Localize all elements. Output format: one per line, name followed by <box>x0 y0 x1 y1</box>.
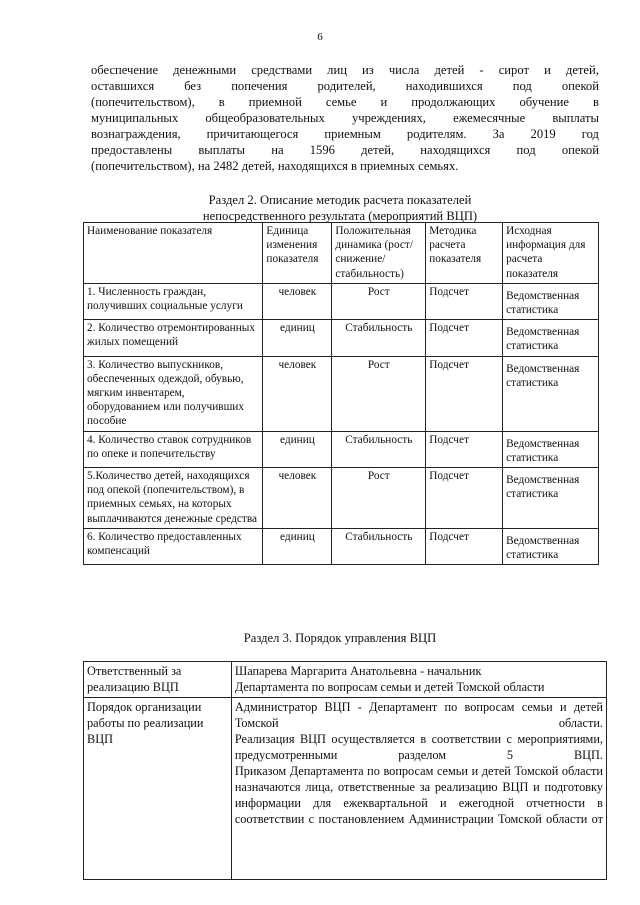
procedure-value <box>231 698 606 880</box>
intro-word: родителей, <box>317 79 376 93</box>
responsible-value-line1: Шапарева Маргарита Анатольевна - начальник <box>234 664 482 678</box>
intro-word: приемной <box>248 95 302 109</box>
cell-source: Ведомственная статистика <box>503 431 599 467</box>
intro-line <box>91 94 599 110</box>
intro-word: находящихся <box>420 143 491 157</box>
intro-last-line: (попечительством), на 2482 детей, находящихся в приемных семьях. <box>91 159 459 173</box>
intro-word: предоставлены <box>91 143 173 157</box>
intro-paragraph <box>91 62 599 174</box>
table-row <box>84 356 599 431</box>
cell-dynamics: Стабильность <box>332 320 426 356</box>
intro-word: попечения <box>231 79 288 93</box>
intro-line <box>91 78 599 94</box>
cell-dynamics: Стабильность <box>332 528 426 564</box>
intro-word: опекой <box>561 79 599 93</box>
section2-title-line1: Раздел 2. Описание методик расчета показателей <box>208 193 472 207</box>
intro-lines <box>91 62 599 158</box>
intro-word: числа <box>388 63 420 77</box>
cell-dynamics: Рост <box>332 356 426 431</box>
cell-method: Подсчет <box>426 468 503 529</box>
responsible-value <box>231 662 606 698</box>
intro-line <box>91 142 599 158</box>
table-row <box>84 468 599 529</box>
procedure-paragraph-3: Приказом Департамента по вопросам семьи и детей Томской области назначаются лица, ответственные за реализацию ВЦП и подготовку информации для ежеквартальной и ежегодной отчетности в соответствии с постановлением Администрации Томской области от <box>234 764 603 826</box>
cell-name: 5.Количество детей, находящихся под опекой (попечительством), в приемных семьях, на которых выплачиваются денежные средства <box>84 468 263 529</box>
indicators-table-body <box>84 283 599 564</box>
intro-word: средствами <box>251 63 313 77</box>
intro-word: из <box>362 63 374 77</box>
cell-method: Подсчет <box>426 528 503 564</box>
intro-word: семье <box>325 95 357 109</box>
intro-word: родителям. <box>406 127 467 141</box>
intro-line <box>91 110 599 126</box>
table-row <box>84 698 607 880</box>
intro-word: учреждениях, <box>351 111 426 125</box>
intro-word: обучение <box>519 95 569 109</box>
table-header-row <box>84 223 599 284</box>
cell-name: 4. Количество ставок сотрудников по опеке и попечительству <box>84 431 263 467</box>
intro-word: детей, <box>361 143 395 157</box>
table-row <box>84 431 599 467</box>
section3-title: Раздел 3. Порядок управления ВЦП <box>243 631 437 645</box>
intro-word: на <box>271 143 284 157</box>
intro-word: ежемесячные <box>453 111 526 125</box>
procedure-paragraph-2: Реализация ВЦП осуществляется в соответствии с мероприятиями, предусмотренными разделом 5 ВЦП. <box>234 732 603 762</box>
intro-word: (попечительством), <box>91 95 195 109</box>
procedure-label: Порядок организации работы по реализации ВЦП <box>84 698 232 880</box>
intro-word: выплаты <box>552 111 599 125</box>
cell-name: 6. Количество предоставленных компенсаций <box>84 528 263 564</box>
header-unit: Единица изменения показателя <box>263 223 332 284</box>
intro-word: приемным <box>324 127 381 141</box>
intro-word: без <box>184 79 202 93</box>
cell-dynamics: Рост <box>332 283 426 319</box>
cell-unit: человек <box>263 283 332 319</box>
cell-unit: человек <box>263 468 332 529</box>
intro-word: оставшихся <box>91 79 155 93</box>
intro-word: и <box>380 95 388 109</box>
intro-word: опекой <box>561 143 599 157</box>
management-table <box>83 661 607 880</box>
cell-dynamics: Стабильность <box>332 431 426 467</box>
intro-word: в <box>592 95 599 109</box>
intro-word: За <box>492 127 505 141</box>
intro-line <box>91 62 599 78</box>
intro-word: лиц <box>327 63 347 77</box>
cell-method: Подсчет <box>426 320 503 356</box>
cell-name: 1. Численность граждан, получивших социальные услуги <box>84 283 263 319</box>
intro-word: продолжающих <box>411 95 496 109</box>
cell-unit: единиц <box>263 320 332 356</box>
table-row <box>84 528 599 564</box>
intro-word: в <box>218 95 225 109</box>
header-method: Методика расчета показателя <box>426 223 503 284</box>
cell-source: Ведомственная статистика <box>503 528 599 564</box>
cell-source: Ведомственная статистика <box>503 356 599 431</box>
intro-word: детей, <box>565 63 599 77</box>
table-row <box>84 283 599 319</box>
cell-unit: единиц <box>263 528 332 564</box>
cell-source: Ведомственная статистика <box>503 468 599 529</box>
table-row <box>84 320 599 356</box>
intro-word: общеобразовательных <box>205 111 325 125</box>
intro-line <box>91 126 599 142</box>
section2-title-line2: непосредственного результата (мероприятий ВЦП) <box>202 209 478 223</box>
cell-dynamics: Рост <box>332 468 426 529</box>
intro-word: год <box>581 127 599 141</box>
intro-word: и <box>544 63 551 77</box>
responsible-label: Ответственный за реализацию ВЦП <box>84 662 232 698</box>
procedure-paragraph-1: Администратор ВЦП - Департамент по вопросам семьи и детей Томской области. <box>234 700 603 730</box>
page-number: 6 <box>317 31 323 43</box>
intro-word: под <box>516 143 536 157</box>
intro-word: причитающегося <box>206 127 299 141</box>
cell-source: Ведомственная статистика <box>503 320 599 356</box>
intro-word: находившихся <box>405 79 483 93</box>
header-source: Исходная информация для расчета показателя <box>503 223 599 284</box>
section2-title <box>80 192 600 224</box>
header-name: Наименование показателя <box>84 223 263 284</box>
table-row <box>84 662 607 698</box>
intro-word: - <box>479 63 484 77</box>
intro-word: вознаграждения, <box>91 127 181 141</box>
cell-name: 2. Количество отремонтированных жилых помещений <box>84 320 263 356</box>
indicators-table <box>83 222 599 565</box>
intro-word: выплаты <box>198 143 246 157</box>
cell-method: Подсчет <box>426 431 503 467</box>
intro-word: сирот <box>498 63 529 77</box>
cell-source: Ведомственная статистика <box>503 283 599 319</box>
cell-method: Подсчет <box>426 356 503 431</box>
intro-word: обеспечение <box>91 63 159 77</box>
cell-method: Подсчет <box>426 283 503 319</box>
responsible-value-line2: Департамента по вопросам семьи и детей Томской области <box>234 680 545 694</box>
cell-unit: единиц <box>263 431 332 467</box>
intro-word: денежными <box>173 63 237 77</box>
intro-word: муниципальных <box>91 111 179 125</box>
intro-word: под <box>512 79 532 93</box>
intro-word: 2019 <box>530 127 556 141</box>
cell-unit: человек <box>263 356 332 431</box>
intro-word: 1596 <box>309 143 335 157</box>
header-dynamics: Положительная динамика (рост/снижение/ стабильность) <box>332 223 426 284</box>
cell-name: 3. Количество выпускников, обеспеченных одеждой, обувью, мягким инвентарем, оборудованием или получивших пособие <box>84 356 263 431</box>
intro-word: детей <box>434 63 465 77</box>
